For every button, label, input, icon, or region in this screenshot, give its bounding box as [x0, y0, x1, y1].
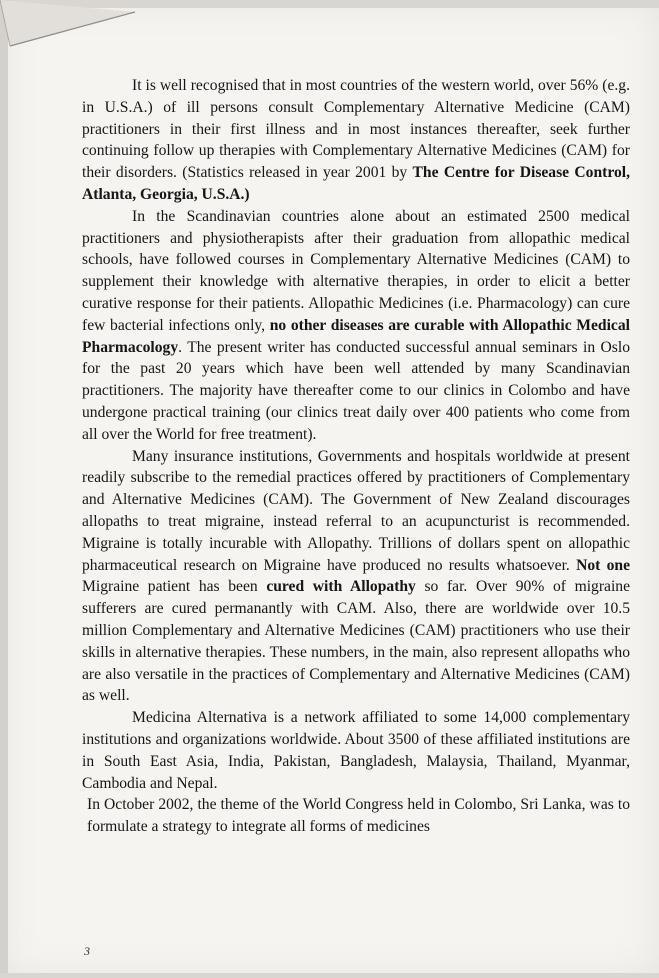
p3-text-2: Migraine patient has been [82, 578, 267, 596]
paragraph-4 [82, 707, 630, 794]
page-bottom-edge [0, 973, 659, 978]
p3-text-1: Many insurance institutions, Governments and hospitals worldwide at present readily subscribe to the remedial practices offered by practitioners of Complementary and Alternative Medicines (CAM). The Government of New Zealand discourages allopaths to treat migraine, instead referral to an acupuncturist is recommended. Migraine is totally incurable with Allopathy. Trillions of dollars spent on allopathic pharmaceutical research on Migraine have produced no results whatsoever. [82, 447, 630, 574]
page-corner-fold [0, 0, 140, 70]
p2-text-2: . The present writer has conducted successful annual seminars in Oslo for the past 20 years which have been well attended by many Scandinavian practitioners. The majority have thereafter come to our clinics in Colombo and have undergone practical training (our clinics treat daily over 400 patients who come from all over the World for free treatment). [82, 338, 630, 443]
p5-text-1: In October 2002, the theme of the World Congress held in Colombo, Sri Lanka, was to formulate a strategy to integrate all forms of medicines [87, 796, 630, 836]
page-left-edge [0, 0, 8, 978]
paragraph-3 [82, 446, 630, 708]
p1-text-1: It is well recognised that in most countries of the western world, over 56% (e.g. in U.S.A.) of ill persons consult Complementary Alternative Medicine (CAM) practitioners in their first illness and in most instances thereafter, seek further continuing follow up therapies with Complementary Alternative Medicines (CAM) for their disorders. (Statistics released in year 2001 by [82, 77, 630, 182]
p4-text-1: Medicina Alternativa is a network affiliated to some 14,000 complementary institutions and organizations worldwide. About 3500 of these affiliated institutions are in South East Asia, India, Pakistan, Bangladesh, Malaysia, Thailand, Myanmar, Cambodia and Nepal. [82, 709, 630, 792]
paragraph-2 [82, 206, 630, 446]
body-text [82, 75, 630, 838]
p1-bold-source: The Centre for Disease Control, Atlanta, Georgia, U.S.A.) [82, 164, 631, 203]
p2-text-1: In the Scandinavian countries alone about an estimated 2500 medical practitioners and physiotherapists after their graduation from allopathic medical schools, have followed courses in Complementary Alternative Medicines (CAM) to supplement their knowledge with alternative therapies, in order to elicit a better curative response for their patients. Allopathic Medicines (i.e. Pharmacology) can cure few bacterial infections only, [82, 207, 630, 334]
page-number: 3 [84, 944, 90, 958]
p2-bold-claim: no other diseases are curable with Allopathic Medical Pharmacology [82, 316, 630, 356]
paragraph-1 [82, 75, 630, 206]
paragraph-5 [82, 794, 630, 838]
p3-bold-cured: cured with Allopathy [266, 578, 416, 596]
p3-bold-not-one: Not one [576, 556, 630, 574]
p3-text-3: so far. Over 90% of migraine sufferers are cured permanantly with CAM. Also, there are worldwide over 10.5 million Complementary and Alternative Medicines (CAM) practitioners who use their skills in alternative therapies. These numbers, in the main, also represent allopaths who are also versatile in the practices of Complementary and Alternative Medicines (CAM) as well. [82, 578, 630, 705]
